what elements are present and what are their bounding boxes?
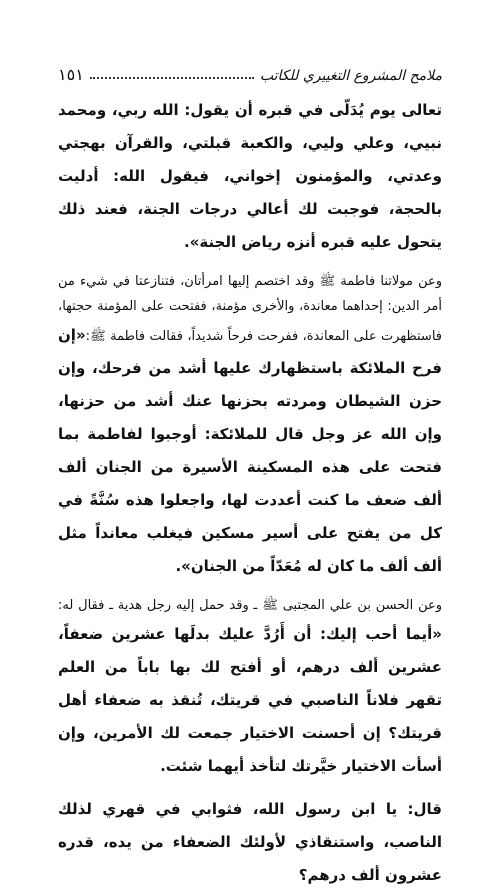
header-dot-leader: [90, 77, 254, 79]
paragraph-4: قال: يا ابن رسول الله، فثوابي في قهري لذلك الناصب، واستنقاذي لأولئك الضعفاء من يده، قدره عشرون ألف درهم؟: [58, 800, 442, 884]
page-header: [58, 54, 442, 84]
paragraph-3-quote: «أيما أحب إليك: أن أَرُدَّ عليك بدلَها عشرين ضعفاً، عشرين ألف درهم، أو أفتح لك بها باباً من العلم تقهر فلاناً الناصبي في قريتك، تُنقذ به ضعفاء أهل قريتك؟ إن أحسنت الاختيار جمعت لك الأمرين، وإن أسأت الاختيار خيَّرتك لتأخذ أيهما شئت.: [58, 625, 442, 775]
paragraph-3: [58, 593, 442, 783]
page-number: ١٥١: [58, 65, 84, 84]
paragraph-3-narration: وعن الحسن بن علي المجتبى ﷺ ـ وقد حمل إليه رجل هدية ـ فقال له:: [58, 598, 442, 613]
paragraph-2-narration: وعن مولاتنا فاطمة ﷺ وقد اختصم إليها امرأتان، فتنازعتا في شيء من أمر الدين: إحداهما معاندة، والأخرى مؤمنة، ففتحت على المؤمنة حجتها، فاستظهرت على المعاندة، ففرحت فرحاً شديداً، فقالت فاطمة ﷺ:: [58, 274, 442, 344]
paragraph-2-quote: «إن فرح الملائكة باستظهارك عليها أشد من فرحك، وإن حزن الشيطان ومردته بحزنها عنك أشد من حزنها، وإن الله عز وجل قال للملائكة: أوجبوا لفاطمة بما فتحت على هذه المسكينة الأسيرة من الجنان ألف ألف ضعف ما كنت أعددت لها، واجعلوا هذه سُنَّةً في كل من يفتح على أسير مسكين فيغلب معانداً مثل ألف ألف ما كان له مُعَدّاً من الجنان».: [58, 326, 442, 575]
paragraph-2: [58, 269, 442, 583]
paragraph-spacer: [58, 783, 442, 793]
paragraph-1: تعالى يوم يُدَلّى في قبره أن يقول: الله ربي، ومحمد نبيي، وعلي وليي، والكعبة قبلتي، والقرآن بهجتي وعدتي، والمؤمنون إخواني، فيقول الله: أدليت بالحجة، فوجبت لك أعالي درجات الجنة، فعند ذلك يتحول عليه قبره أنزه رياض الجنة».: [58, 101, 442, 251]
paragraph-spacer: [58, 583, 442, 593]
paragraph-spacer: [58, 259, 442, 269]
running-title: ملامح المشروع التغييري للكاتب: [259, 68, 442, 84]
page-body: [58, 94, 442, 892]
